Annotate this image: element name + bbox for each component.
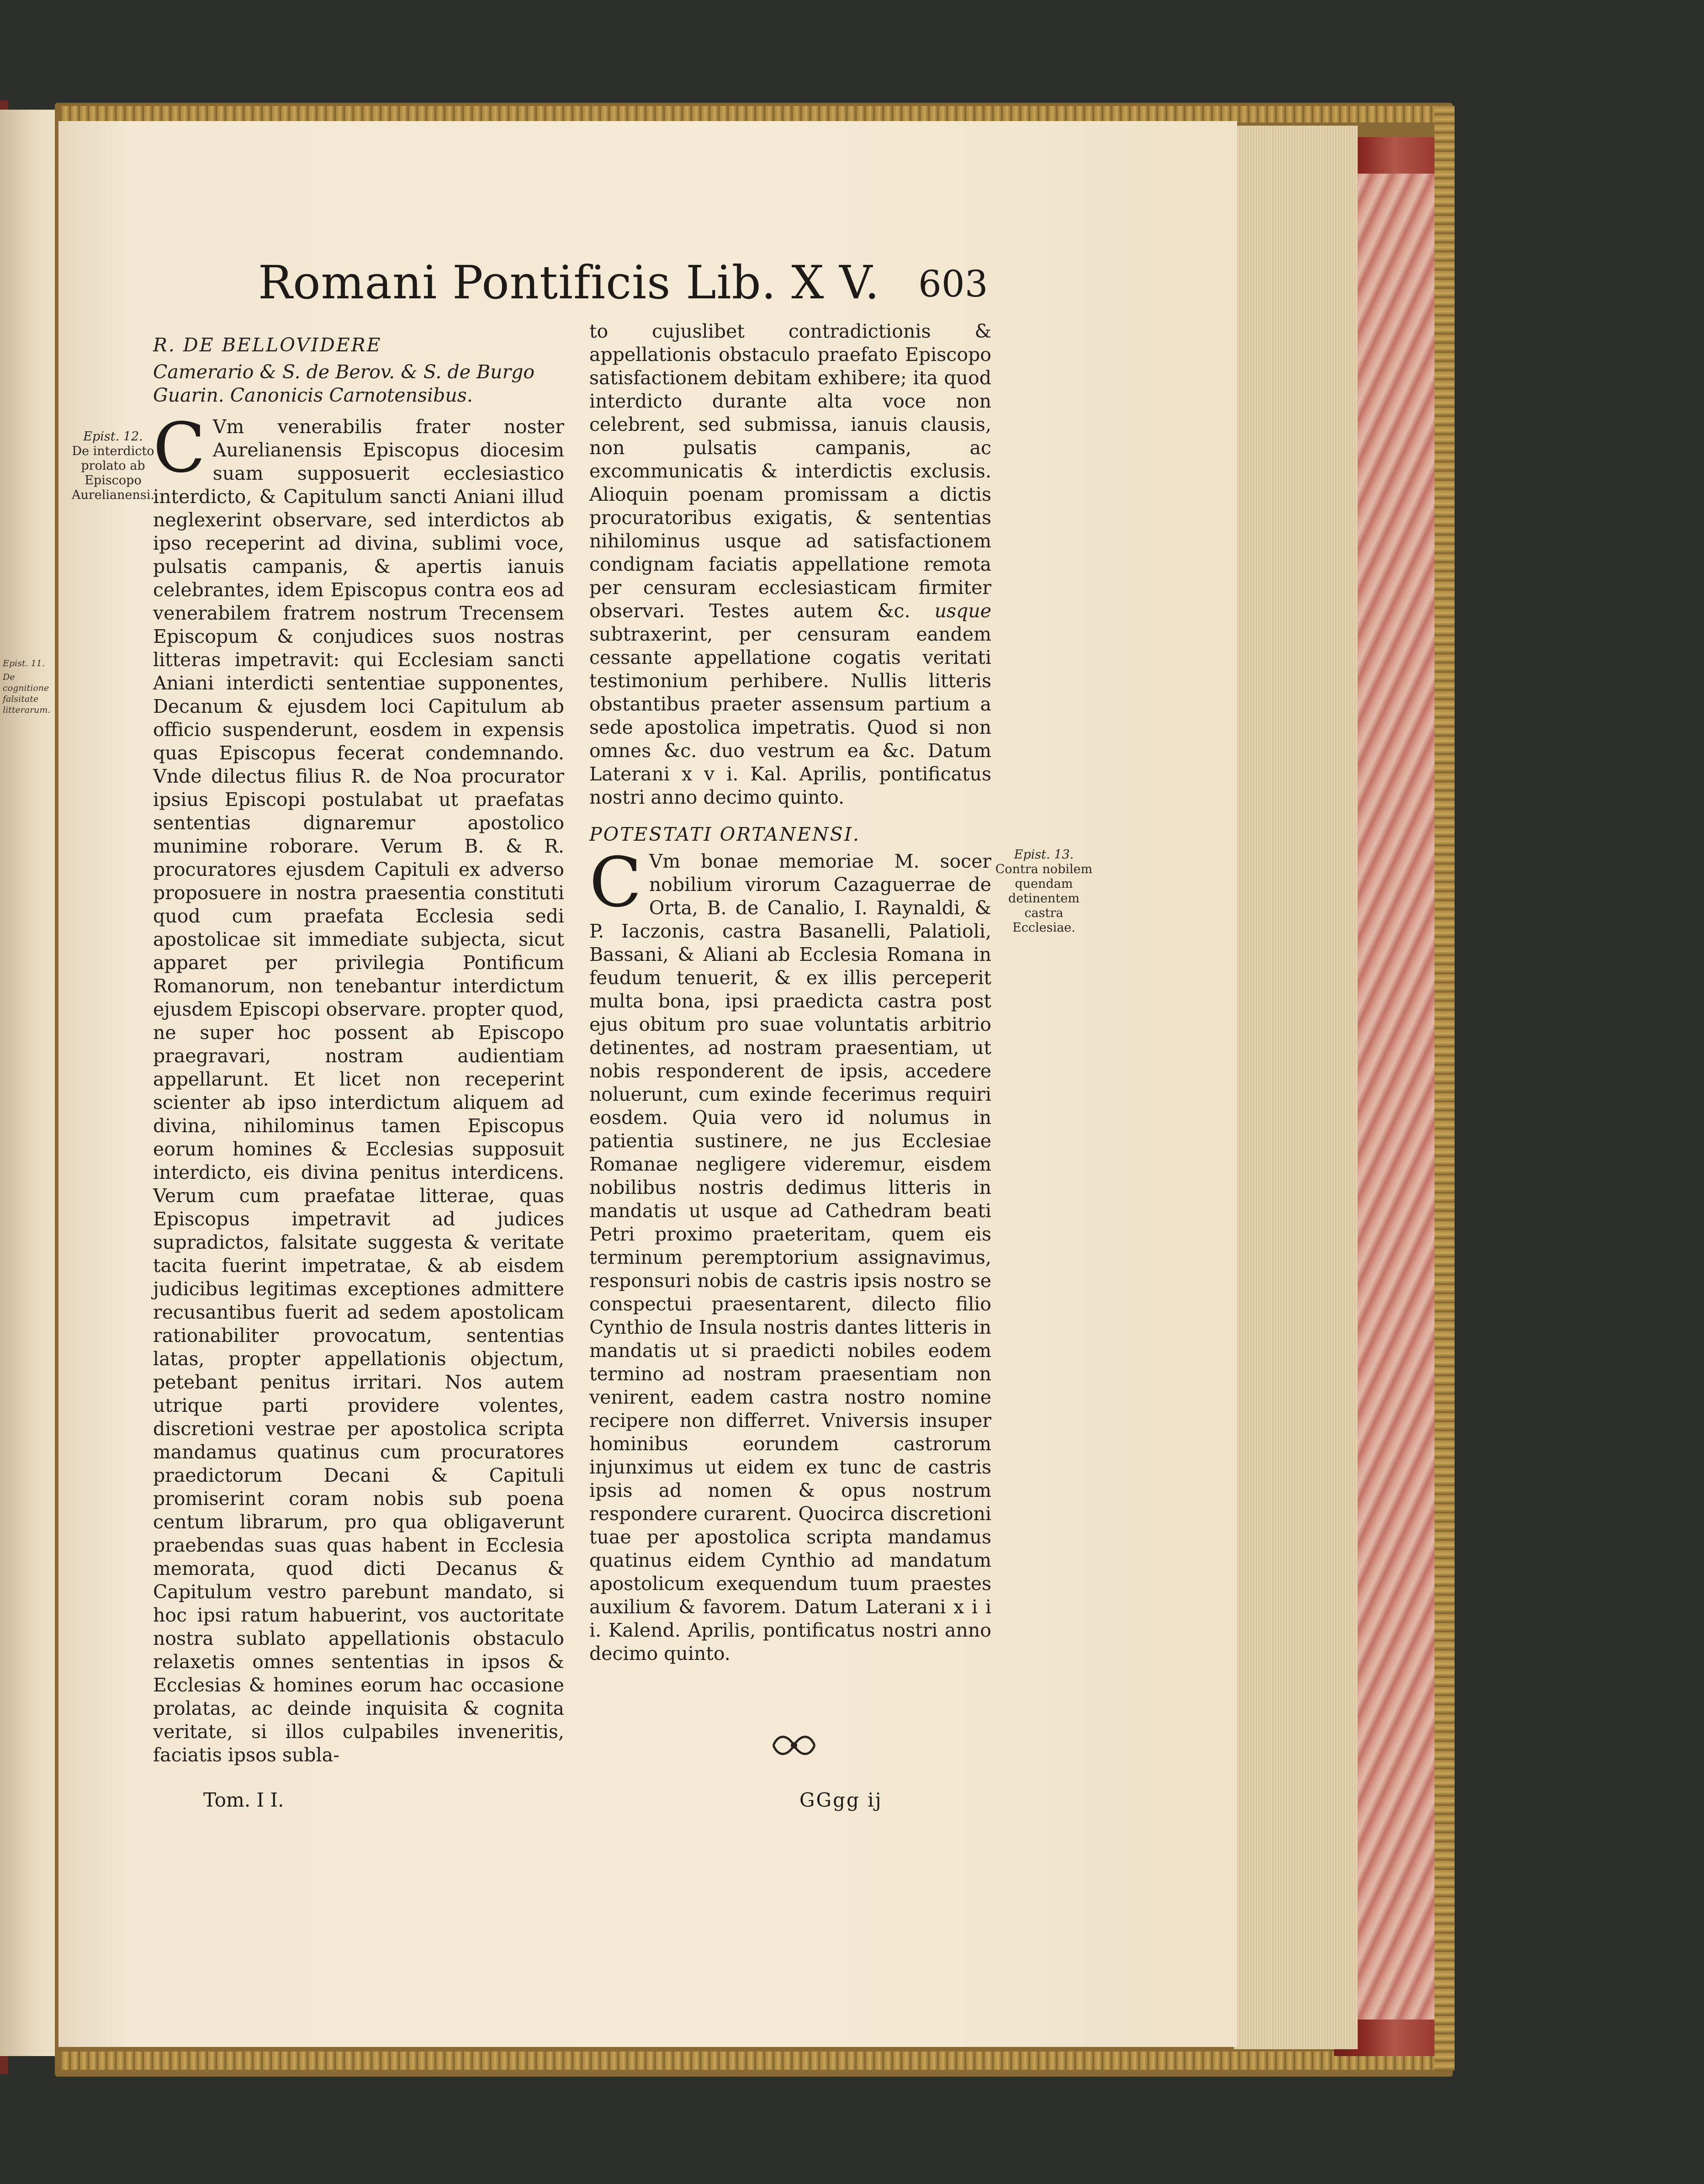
letter-address: R. DE BELLOVIDERE [153, 334, 382, 356]
facing-note-heading: Epist. 11. [3, 658, 45, 668]
letter-text: Vm bonae memoriae M. socer nobilium virorum Cazaguerrae de Orta, B. de Canalio, I. Raynaldi, & P. Iaczonis, castra Basanelli, Palatioli, Bassani, & Aliani ab Ecclesia Romana in feudum tenuerit, & ex illis perceperit multa bona, ipsi praedicta castra post ejus obitum pro suae voluntatis arbitrio detinentes, ad nostram praesentiam, ut nobis responderent de ipsis, accedere noluerunt, cum exinde fecerimus requiri eosdem. Quia vero id nolumus in patientia sustinere, ne jus Ecclesiae Romanae negligere videremur, eisdem nobilibus nostris dedimus litteris in mandatis ut usque ad Cathedram beati Petri proximo praeteritam, quem eis terminum peremptorium assignavimus, responsuri nobis de castris ipsis nostro se conspectui praesentarent, dilecto filio Cynthio de Insula nostris dantes litteris in mandatis ut si praedicti nobiles eodem termino ad nostram praesentiam non venirent, eadem castra nostro nomine recipere non differret. Vniversis insuper hominibus eorundem castrorum injunximus ut eidem ex tunc de castris ipsis ad nomen & opus nostrum respondere curarent. Quocirca discretioni tuae per apostolica scripta mandamus quatinus eidem Cynthio ad mandatum apostolicum exequendum tuum praestes auxilium & favorem. Datum Laterani x i i i. Kalend. Aprilis, pontificatus nostri anno decimo quinto. [589, 850, 991, 1665]
marginal-note-right [994, 848, 1094, 935]
page-block-edges [1233, 126, 1358, 2049]
marginal-note-text: De interdicto prolato ab Episcopo Aurelianensi. [72, 444, 154, 502]
letter-continuation [589, 320, 991, 809]
printers-ornament [769, 1732, 819, 1759]
letter-text: Vm venerabilis frater noster Aurelianensis Episcopus diocesim suam supposuerit ecclesiastico interdicto, & Capitulum sancti Aniani illud neglexerint observare, sed interdictos ab ipso receperint ad divina, sublimi voce, pulsatis campanis, & apertis ianuis celebrantes, idem Episcopus contra eos ad venerabilem fratrem nostrum Trecensem Episcopum & conjudices suos nostras litteras impetravit: qui Ecclesiam sancti Aniani interdicti sententiae supponentes, Decanum & ejusdem loci Capitulum ab officio suspenderunt, eosdem in expensis quas Episcopus fecerat condemnando. Vnde dilectus filius R. de Noa procurator ipsius Episcopi postulabat ut praefatas sententias dignaremur apostolico munimine roborare. Verum B. & R. procuratores ejusdem Capituli ex adverso proposuere in nostra praesentia constituti quod cum praefata Ecclesia sedi apostolicae sit immediate subjecta, sicut apparet per privilegia Pontificum Romanorum, non tenebantur interdictum ejusdem Episcopi observare. propter quod, ne super hoc possent ab Episcopo praegravari, nostram audientiam appellarunt. Et licet non receperint scienter ab ipso interdictum aliquem ad divina, nihilominus tamen Episcopus eorum homines & Ecclesias supposuit interdicto, eis divina penitus interdicens. Verum cum praefatae litterae, quas Episcopus impetravit ad judices supradictos, falsitate suggesta & veritate tacita fuerint impetratae, & ab eisdem judicibus legitimas exceptiones admittere recusantibus fuerit ad sedem apostolicam rationabiliter provocatum, sententias latas, propter appellationis objectum, petebant penitus irritari. Nos autem utrique parti providere volentes, discretioni vestrae per apostolica scripta mandamus quatinus cum procuratores praedictorum Decani & Capituli promiserint coram nobis sub poena centum librarum, pro qua obligaverunt praebendas suas quas habent in Ecclesia memorata, quod dicti Decanus & Capitulum vestro parebunt mandato, si hoc ipsi ratum habuerint, vos auctoritate nostra sublato appellationis obstaculo relaxetis omnes sententias in ipsos & Ecclesias & homines eorum hac occasione prolatas, ac deinde inquisita & cognita veritate, si illos culpabiles inveneritis, faciatis ipsos subla- [153, 416, 564, 1766]
gilt-border-top [62, 106, 1453, 122]
letter-body [153, 408, 564, 1767]
drop-capital: C [153, 408, 206, 488]
marginal-note-heading: Epist. 13. [1014, 848, 1074, 862]
continuation-text: to cujuslibet contradictionis & appellationis obstaculo praefato Episcopo satisfactionem debitam exhibere; ita quod interdicto durante alta voce non celebrent, sed submissa, ianuis clausis, non pulsatis campanis, ac excommunicatis & interdictis exclusis. Alioquin poenam promissam a dictis procuratoribus exigatis, & sententias nihilominus usque ad satisfactionem condignam faciatis appellatione remota per censuram ecclesiasticam firmiter observari. Testes autem &c. [589, 320, 991, 622]
marginal-note-text: Contra nobilem quendam detinentem castra Ecclesiae. [995, 862, 1093, 935]
page-number: 603 [918, 263, 988, 305]
gathering-signature: GGgg ij [799, 1789, 883, 1811]
usque-word: usque [934, 600, 991, 622]
running-head-title: Romani Pontificis Lib. X V. [258, 256, 880, 309]
drop-capital: C [589, 843, 642, 922]
facing-page-fragment [0, 110, 59, 2056]
letter-body [589, 843, 991, 1665]
continuation-text-2: subtraxerint, per censuram eandem cessante appellatione cogatis veritati testimonium perhibere. Nullis litteris obstantibus praeter assensum partium a sede apostolica impetratis. Quod si non omnes &c. duo vestrum ea &c. Datum Laterani x v i. Kal. Aprilis, pontificatus nostri anno decimo quinto. [589, 623, 991, 808]
marginal-note-heading: Epist. 12. [83, 429, 143, 444]
volume-signature: Tom. I I. [203, 1789, 284, 1811]
letter-address: POTESTATI ORTANENSI. [589, 823, 861, 845]
facing-note-text: De cognitione falsitate litterarum. [3, 672, 51, 715]
gilt-border-right [1434, 106, 1455, 2071]
letter-address-sub: Camerario & S. de Berov. & S. de Burgo Guarin. Canonicis Carnotensibus. [153, 361, 535, 406]
text-column-left [153, 334, 564, 1767]
gilt-border-bottom [62, 2051, 1453, 2070]
marginal-note-left [69, 429, 158, 503]
marbled-endpaper [1352, 174, 1434, 2020]
text-column-right [589, 320, 991, 1665]
